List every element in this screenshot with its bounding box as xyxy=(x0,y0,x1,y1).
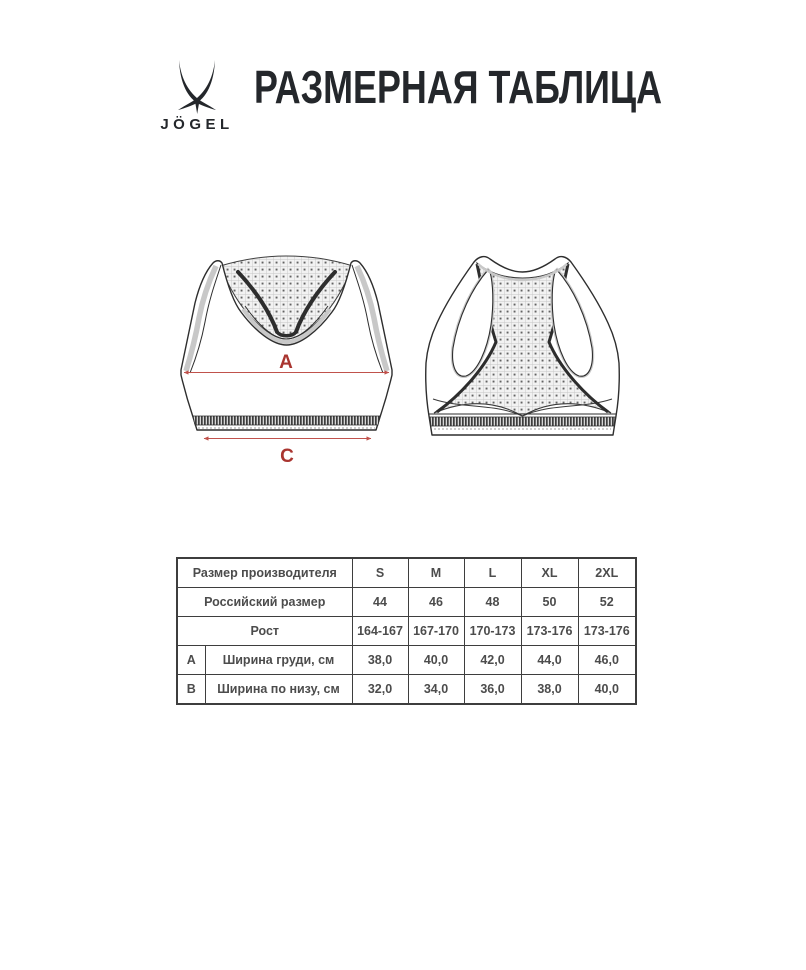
size-cell: 167-170 xyxy=(408,617,464,646)
size-table-container xyxy=(176,557,637,705)
measure-letter: A xyxy=(177,646,205,675)
logo-wordmark: JÖGEL xyxy=(160,116,234,133)
size-table xyxy=(176,557,637,705)
table-row-bottom-width xyxy=(177,675,636,705)
table-row-russian-size xyxy=(177,588,636,617)
size-cell: 36,0 xyxy=(464,675,521,705)
bra-front-drawing xyxy=(181,256,392,430)
size-cell: S xyxy=(352,558,408,588)
size-cell: 38,0 xyxy=(352,646,408,675)
size-cell: M xyxy=(408,558,464,588)
size-cell: 46 xyxy=(408,588,464,617)
row-label: Рост xyxy=(177,617,352,646)
size-cell: L xyxy=(464,558,521,588)
table-row-manufacturer-size xyxy=(177,558,636,588)
size-cell: 40,0 xyxy=(578,675,636,705)
size-cell: XL xyxy=(521,558,578,588)
size-cell: 2XL xyxy=(578,558,636,588)
size-cell: 32,0 xyxy=(352,675,408,705)
size-cell: 38,0 xyxy=(521,675,578,705)
size-cell: 52 xyxy=(578,588,636,617)
size-cell: 44,0 xyxy=(521,646,578,675)
size-cell: 173-176 xyxy=(521,617,578,646)
page-title: РАЗМЕРНАЯ ТАБЛИЦА xyxy=(254,61,663,113)
table-row-chest-width xyxy=(177,646,636,675)
bra-back-drawing xyxy=(426,257,620,435)
dimension-label-bottom: C xyxy=(280,446,294,467)
size-cell: 34,0 xyxy=(408,675,464,705)
size-cell: 40,0 xyxy=(408,646,464,675)
brand-logo xyxy=(150,50,250,140)
size-cell: 48 xyxy=(464,588,521,617)
row-label: Размер производителя xyxy=(177,558,352,588)
table-row-height xyxy=(177,617,636,646)
row-label: Ширина по низу, см xyxy=(205,675,352,705)
bra-technical-drawing xyxy=(0,248,806,473)
size-cell: 44 xyxy=(352,588,408,617)
logo-mark-icon xyxy=(178,60,216,114)
size-cell: 173-176 xyxy=(578,617,636,646)
measure-letter: B xyxy=(177,675,205,705)
dimension-label-chest: A xyxy=(279,352,293,373)
size-cell: 42,0 xyxy=(464,646,521,675)
size-cell: 46,0 xyxy=(578,646,636,675)
size-cell: 170-173 xyxy=(464,617,521,646)
row-label: Российский размер xyxy=(177,588,352,617)
size-cell: 164-167 xyxy=(352,617,408,646)
row-label: Ширина груди, см xyxy=(205,646,352,675)
size-cell: 50 xyxy=(521,588,578,617)
